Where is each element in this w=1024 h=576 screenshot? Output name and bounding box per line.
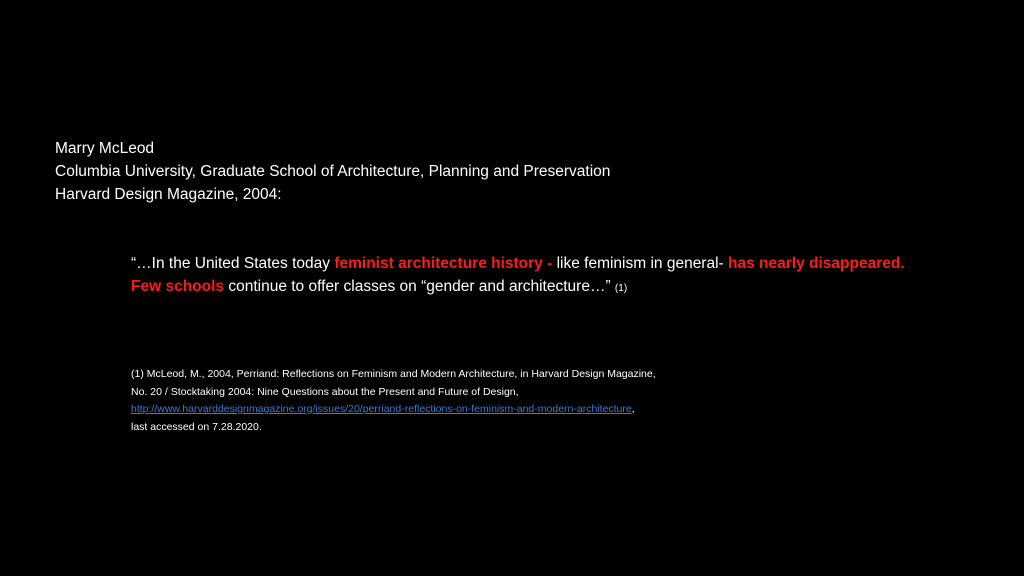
quote-line-1 — [131, 252, 1001, 275]
footnote-line: No. 20 / Stocktaking 2004: Nine Questions about the Present and Future of Design, — [131, 385, 519, 398]
footnote-line: last accessed on 7.28.2020. — [131, 420, 262, 433]
quote-highlight: Few schools — [131, 278, 229, 295]
footnote-link-line — [131, 401, 751, 419]
footnote-reference-mark: (1) — [614, 283, 628, 294]
quote-text: “…In the United States today — [131, 255, 335, 272]
source-citation: Harvard Design Magazine, 2004: — [55, 186, 282, 203]
author-affiliation: Columbia University, Graduate School of Architecture, Planning and Preservation — [55, 163, 611, 180]
footnote-link[interactable]: http://www.harvarddesignmagazine.org/issues/20/perriand-reflections-on-feminism-and-modern-architecture — [131, 403, 632, 415]
footnote-block — [131, 366, 751, 436]
quote-highlight: feminist architecture history - — [334, 255, 557, 272]
quote-line-2 — [131, 275, 1001, 300]
quote-highlight: has nearly disappeared. — [728, 255, 905, 272]
author-name: Marry McLeod — [55, 140, 155, 157]
quote-block — [131, 252, 1001, 300]
footnote-line: (1) McLeod, M., 2004, Perriand: Reflections on Feminism and Modern Architecture, in Harvard Design Magazine, — [131, 368, 656, 380]
quote-text: like feminism in general- — [556, 255, 729, 272]
footnote-link-suffix: , — [631, 403, 635, 415]
header-block — [55, 137, 610, 206]
quote-text: continue to offer classes on “gender and architecture…” — [228, 278, 615, 295]
